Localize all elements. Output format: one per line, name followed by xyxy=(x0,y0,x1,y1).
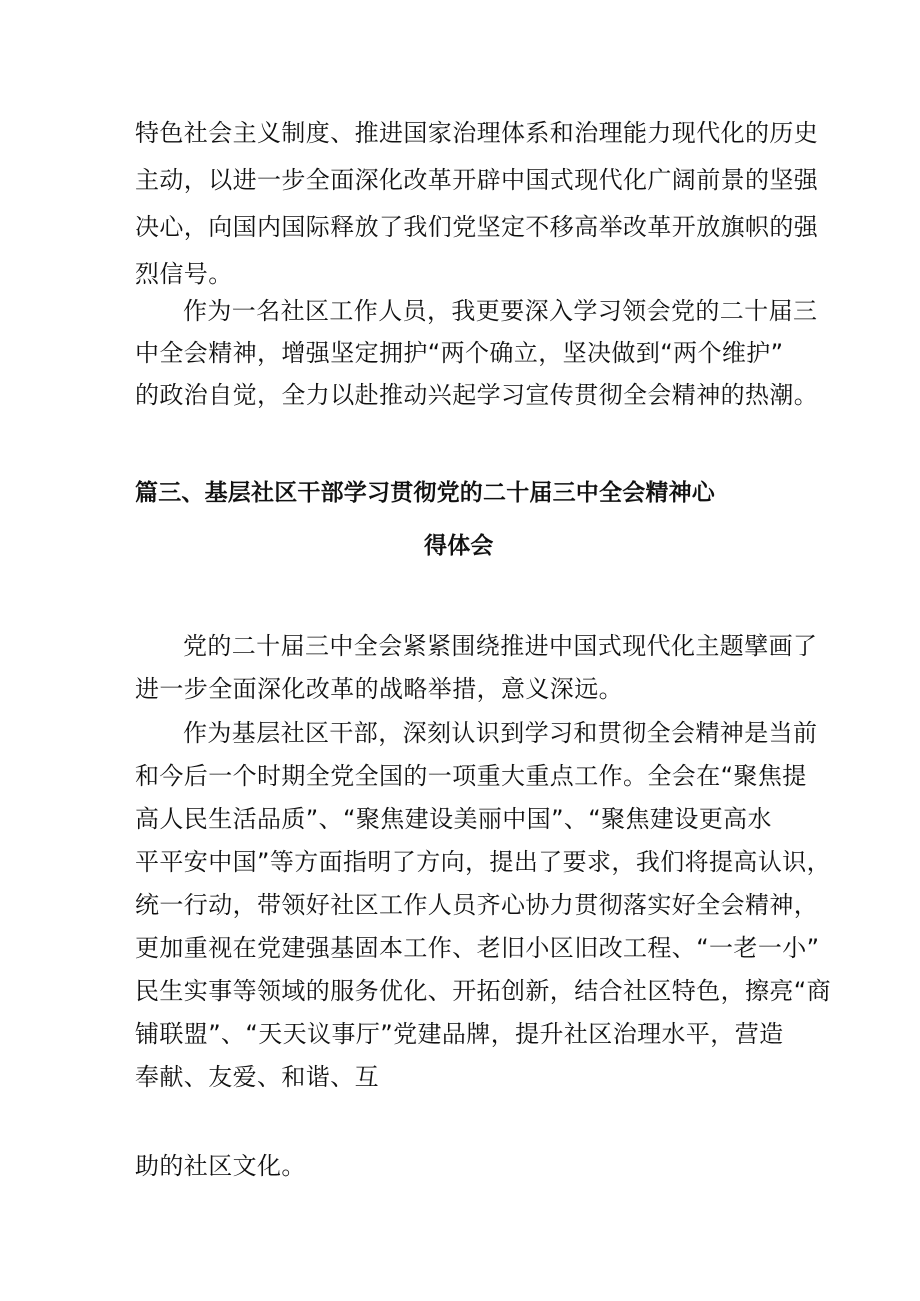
section-heading: 篇三、基层社区干部学习贯彻党的二十届三中全会精神心 xyxy=(135,480,715,506)
section-heading: 得体会 xyxy=(424,533,494,559)
paragraph-line: 进一步全面深化改革的战略举措，意义深远。 xyxy=(135,675,623,703)
paragraph-line: 作为基层社区干部，深刻认识到学习和贯彻全会精神是当前 xyxy=(183,719,818,747)
paragraph-line: 特色社会主义制度、推进国家治理体系和治理能力现代化的历史 xyxy=(135,119,819,147)
paragraph-line: 统一行动，带领好社区工作人员齐心协力贯彻落实好全会精神， xyxy=(135,891,819,919)
paragraph-line: 烈信号。 xyxy=(135,260,233,288)
paragraph-line: 决心，向国内国际释放了我们党坚定不移高举改革开放旗帜的强 xyxy=(135,213,819,241)
paragraph-line: 高人民生活品质”、“聚焦建设美丽中国”、“聚焦建设更高水 xyxy=(135,805,772,833)
paragraph-line: 助的社区文化。 xyxy=(135,1152,306,1180)
paragraph-line: 作为一名社区工作人员，我更要深入学习领会党的二十届三 xyxy=(183,297,818,325)
paragraph-line: 党的二十届三中全会紧紧围绕推进中国式现代化主题擘画了 xyxy=(183,632,818,660)
paragraph-line: 奉献、友爱、和谐、互 xyxy=(135,1063,379,1091)
paragraph-line: 主动，以进一步全面深化改革开辟中国式现代化广阔前景的坚强 xyxy=(135,166,819,194)
paragraph-line: 更加重视在党建强基固本工作、老旧小区旧改工程、“一老一小” xyxy=(135,934,820,962)
paragraph-line: 的政治自觉，全力以赴推动兴起学习宣传贯彻全会精神的热潮。 xyxy=(135,381,819,409)
paragraph-line: 和今后一个时期全党全国的一项重大重点工作。全会在“聚焦提 xyxy=(135,762,807,790)
paragraph-line: 中全会精神，增强坚定拥护“两个确立，坚决做到“两个维护” xyxy=(135,339,784,367)
paragraph-line: 民生实事等领域的服务优化、开拓创新，结合社区特色，擦亮“商 xyxy=(135,977,832,1005)
paragraph-line: 平平安中国”等方面指明了方向，提出了要求，我们将提高认识， xyxy=(135,848,832,876)
paragraph-line: 铺联盟”、“天天议事厅”党建品牌，提升社区治理水平，营造 xyxy=(135,1020,784,1048)
